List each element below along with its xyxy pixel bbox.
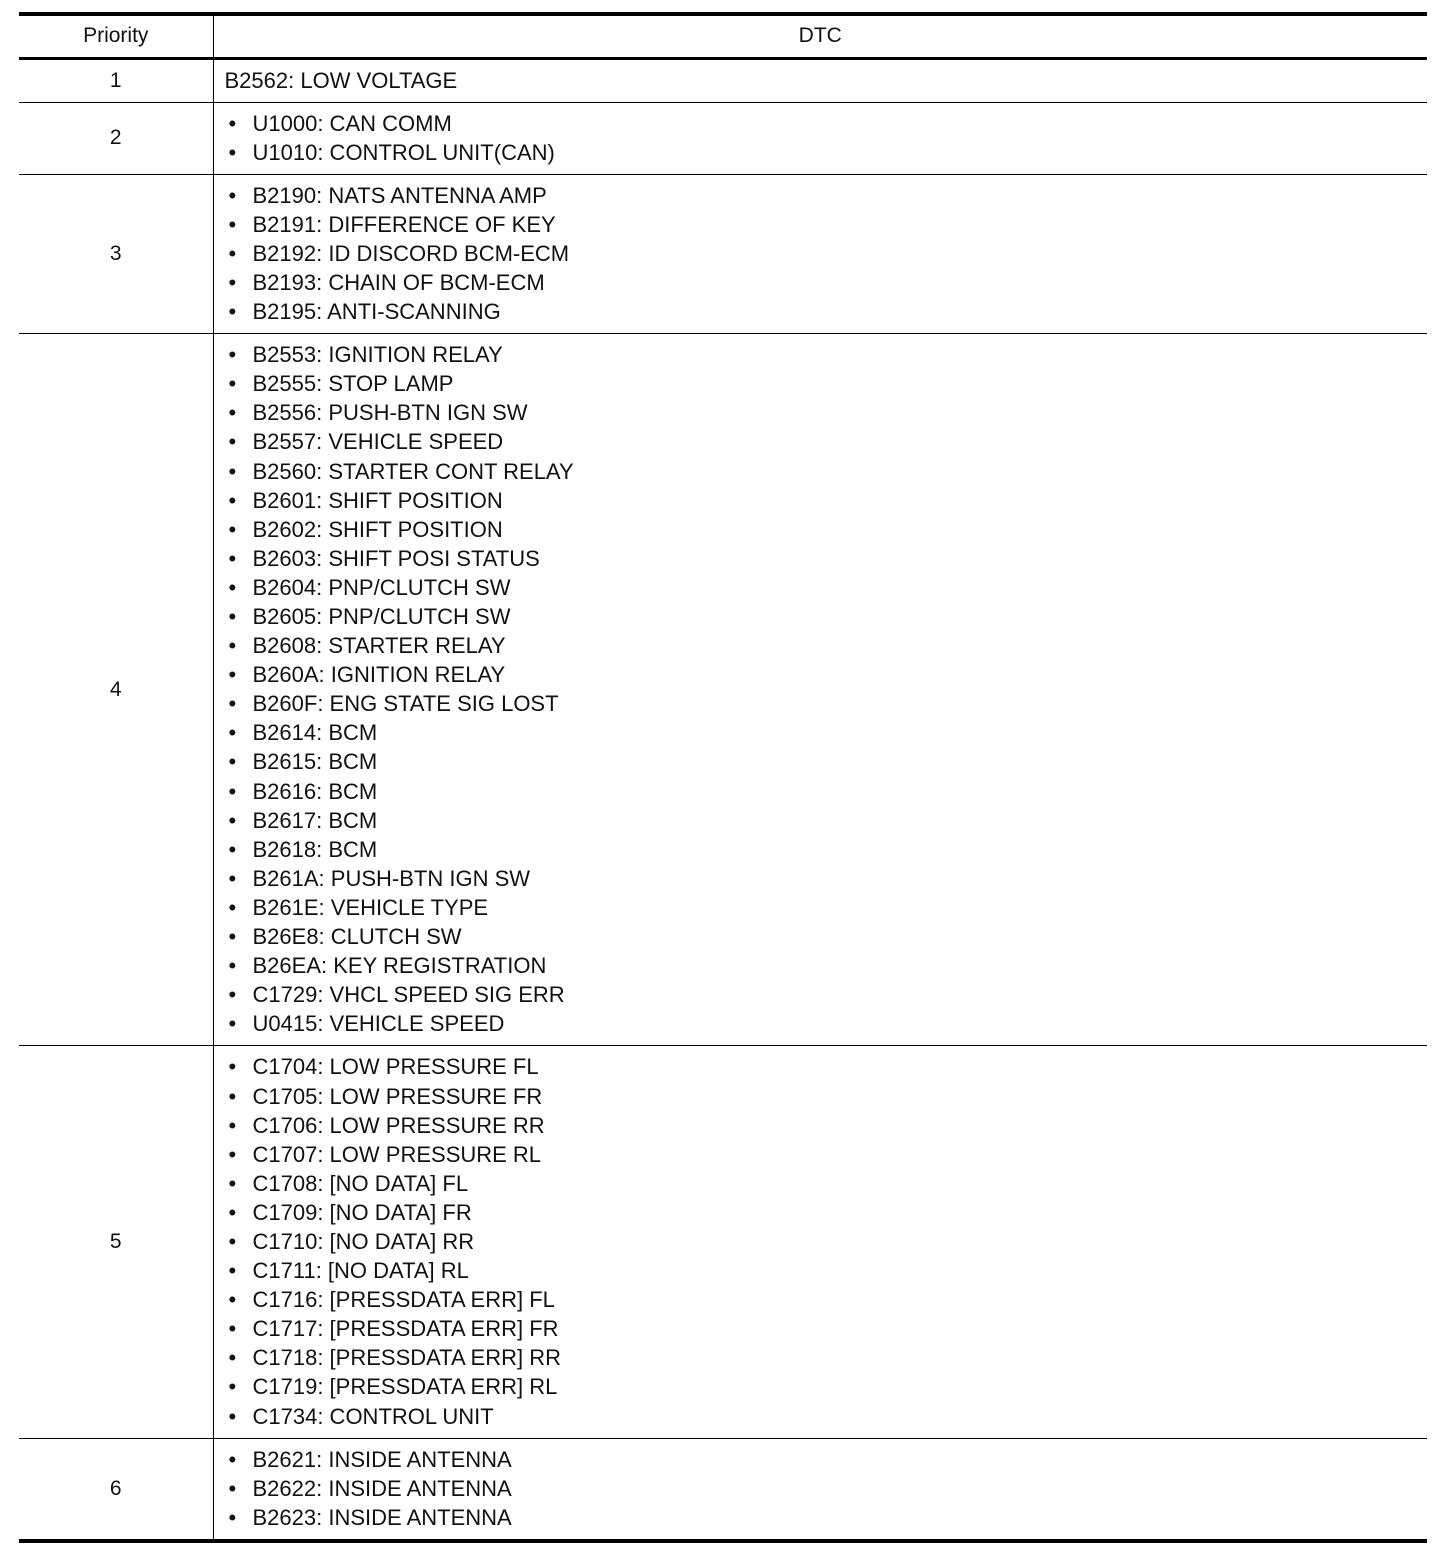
bullet-icon: • (228, 778, 237, 804)
bullet-icon: • (228, 1170, 237, 1196)
dtc-entry: C1704: LOW PRESSURE FL (252, 1054, 539, 1080)
dtc-entry: B261E: VEHICLE TYPE (252, 894, 489, 920)
table-row (19, 1046, 1427, 1438)
dtc-list-item (225, 515, 1428, 544)
dtc-entry: C1708: [NO DATA] FL (252, 1170, 469, 1196)
dtc-entry: B2617: BCM (252, 807, 378, 833)
bullet-icon: • (228, 1258, 237, 1284)
priority-cell: 5 (19, 1046, 213, 1438)
priority-column-header: Priority (19, 14, 213, 58)
dtc-list-item (225, 864, 1428, 893)
dtc-list-item (225, 210, 1428, 239)
priority-cell: 2 (19, 102, 213, 174)
table-row (19, 102, 1427, 174)
bullet-icon: • (228, 545, 237, 571)
dtc-list (225, 340, 1428, 1038)
dtc-entry: B2193: CHAIN OF BCM-ECM (252, 269, 545, 295)
dtc-entry: B260A: IGNITION RELAY (252, 662, 506, 688)
bullet-icon: • (228, 1141, 237, 1167)
dtc-entry: B2195: ANTI-SCANNING (252, 299, 501, 325)
bullet-icon: • (228, 240, 237, 266)
dtc-entry: B2556: PUSH-BTN IGN SW (252, 400, 528, 426)
dtc-list-item (225, 544, 1428, 573)
dtc-entry: B260F: ENG STATE SIG LOST (252, 691, 559, 717)
dtc-entry: C1717: [PRESSDATA ERR] FR (252, 1316, 559, 1342)
bullet-icon: • (228, 299, 237, 325)
bullet-icon: • (228, 1199, 237, 1225)
dtc-list-item (225, 1474, 1428, 1503)
bullet-icon: • (228, 458, 237, 484)
bullet-icon: • (228, 139, 237, 165)
bullet-icon: • (228, 1504, 237, 1530)
dtc-list-item (225, 1082, 1428, 1111)
dtc-entry: C1709: [NO DATA] FR (252, 1199, 472, 1225)
dtc-list-item (225, 835, 1428, 864)
dtc-entry: C1706: LOW PRESSURE RR (252, 1112, 545, 1138)
dtc-list-item (225, 398, 1428, 427)
dtc-entry: B2557: VEHICLE SPEED (252, 429, 504, 455)
dtc-entry: B2615: BCM (252, 749, 378, 775)
bullet-icon: • (228, 807, 237, 833)
dtc-entry: B2623: INSIDE ANTENNA (252, 1504, 512, 1530)
bullet-icon: • (228, 865, 237, 891)
dtc-list-item (225, 1009, 1428, 1038)
dtc-list-item (225, 1445, 1428, 1474)
dtc-list-item (225, 1227, 1428, 1256)
dtc-list-item (225, 369, 1428, 398)
bullet-icon: • (228, 110, 237, 136)
bullet-icon: • (228, 836, 237, 862)
bullet-icon: • (228, 1374, 237, 1400)
priority-cell: 3 (19, 174, 213, 333)
bullet-icon: • (228, 1475, 237, 1501)
table-row (19, 1438, 1427, 1541)
dtc-list-item (225, 486, 1428, 515)
dtc-entry: B2553: IGNITION RELAY (252, 342, 503, 368)
dtc-list-item (225, 602, 1428, 631)
dtc-cell (213, 58, 1427, 102)
dtc-cell (213, 334, 1427, 1046)
dtc-entry: B2560: STARTER CONT RELAY (252, 458, 574, 484)
dtc-list-item (225, 239, 1428, 268)
bullet-icon: • (228, 342, 237, 368)
bullet-icon: • (228, 574, 237, 600)
dtc-list-item (225, 689, 1428, 718)
bullet-icon: • (228, 924, 237, 950)
dtc-entry: C1711: [NO DATA] RL (252, 1258, 469, 1284)
dtc-list-item (225, 138, 1428, 167)
dtc-list-item (225, 1256, 1428, 1285)
dtc-list-item (225, 1140, 1428, 1169)
bullet-icon: • (228, 182, 237, 208)
dtc-entry: B2604: PNP/CLUTCH SW (252, 574, 511, 600)
dtc-entry: U1000: CAN COMM (252, 110, 452, 136)
table-body (19, 58, 1427, 1541)
dtc-entry: C1707: LOW PRESSURE RL (252, 1141, 542, 1167)
dtc-list-item (225, 1314, 1428, 1343)
bullet-icon: • (228, 1345, 237, 1371)
dtc-list (225, 109, 1428, 167)
dtc-entry: C1705: LOW PRESSURE FR (252, 1083, 543, 1109)
bullet-icon: • (228, 953, 237, 979)
dtc-list-item (225, 922, 1428, 951)
priority-cell: 1 (19, 58, 213, 102)
dtc-entry: B2618: BCM (252, 836, 378, 862)
bullet-icon: • (228, 691, 237, 717)
dtc-list-item (225, 427, 1428, 456)
bullet-icon: • (228, 429, 237, 455)
table-row (19, 174, 1427, 333)
dtc-column-header: DTC (798, 24, 842, 48)
dtc-entry: B2562: LOW VOLTAGE (224, 67, 458, 93)
bullet-icon: • (228, 1228, 237, 1254)
dtc-entry: C1734: CONTROL UNIT (252, 1403, 494, 1429)
dtc-entry: C1718: [PRESSDATA ERR] RR (252, 1345, 562, 1371)
bullet-icon: • (228, 1403, 237, 1429)
bullet-icon: • (228, 1083, 237, 1109)
dtc-list-item (225, 1052, 1428, 1081)
dtc-list-item (225, 1372, 1428, 1401)
dtc-entry: B2614: BCM (252, 720, 378, 746)
dtc-list-item (225, 181, 1428, 210)
dtc-entry: B261A: PUSH-BTN IGN SW (252, 865, 531, 891)
priority-cell: 4 (19, 334, 213, 1046)
table-header-row (19, 14, 1427, 58)
bullet-icon: • (228, 269, 237, 295)
bullet-icon: • (228, 633, 237, 659)
dtc-entry: B2605: PNP/CLUTCH SW (252, 604, 511, 629)
dtc-list-item (225, 573, 1428, 602)
dtc-list-item (225, 1285, 1428, 1314)
bullet-icon: • (228, 211, 237, 237)
bullet-icon: • (228, 662, 237, 688)
dtc-list-item (225, 1198, 1428, 1227)
dtc-entry: B2622: INSIDE ANTENNA (252, 1475, 512, 1501)
dtc-entry: B26EA: KEY REGISTRATION (252, 953, 547, 979)
bullet-icon: • (228, 1054, 237, 1080)
dtc-cell (213, 174, 1427, 333)
dtc-entry: C1716: [PRESSDATA ERR] FL (252, 1287, 555, 1313)
dtc-list-item (225, 806, 1428, 835)
dtc-list-item (225, 340, 1428, 369)
dtc-list-item (225, 951, 1428, 980)
dtc-list-item (225, 980, 1428, 1009)
priority-cell: 6 (19, 1438, 213, 1541)
dtc-list-item (225, 457, 1428, 486)
bullet-icon: • (228, 1112, 237, 1138)
table-row (19, 334, 1427, 1046)
bullet-icon: • (228, 371, 237, 397)
dtc-list-item (225, 1503, 1428, 1532)
bullet-icon: • (228, 982, 237, 1008)
bullet-icon: • (228, 749, 237, 775)
bullet-icon: • (228, 516, 237, 542)
dtc-list-item (225, 631, 1428, 660)
dtc-entry: U1010: CONTROL UNIT(CAN) (252, 139, 555, 165)
dtc-list-item (225, 1169, 1428, 1198)
dtc-entry: B2602: SHIFT POSITION (252, 516, 503, 542)
dtc-entry: C1729: VHCL SPEED SIG ERR (252, 982, 565, 1008)
dtc-cell (213, 1046, 1427, 1438)
dtc-entry: C1710: [NO DATA] RR (252, 1228, 475, 1254)
dtc-entry: B2603: SHIFT POSI STATUS (252, 545, 540, 571)
bullet-icon: • (228, 604, 237, 629)
dtc-list-item (225, 268, 1428, 297)
dtc-entry: B2616: BCM (252, 778, 378, 804)
dtc-entry: B2621: INSIDE ANTENNA (252, 1446, 512, 1472)
dtc-list-item (225, 109, 1428, 138)
bullet-icon: • (228, 894, 237, 920)
dtc-entry: B2190: NATS ANTENNA AMP (252, 182, 547, 208)
dtc-entry: B26E8: CLUTCH SW (252, 924, 462, 950)
dtc-list-item (225, 297, 1428, 326)
dtc-entry: B2191: DIFFERENCE OF KEY (252, 211, 556, 237)
dtc-list-item (225, 1402, 1428, 1431)
dtc-entry: U0415: VEHICLE SPEED (252, 1011, 505, 1037)
dtc-list-item (225, 1111, 1428, 1140)
bullet-icon: • (228, 720, 237, 746)
bullet-icon: • (228, 1287, 237, 1313)
dtc-cell (213, 1438, 1427, 1541)
bullet-icon: • (228, 1011, 237, 1037)
dtc-list (225, 1445, 1428, 1532)
dtc-cell (213, 102, 1427, 174)
dtc-list-item (225, 1343, 1428, 1372)
bullet-icon: • (228, 1316, 237, 1342)
dtc-list (225, 181, 1428, 326)
bullet-icon: • (228, 487, 237, 513)
dtc-list (225, 1052, 1428, 1430)
dtc-list-item (225, 718, 1428, 747)
dtc-entry: B2192: ID DISCORD BCM-ECM (252, 240, 570, 266)
table-row (19, 58, 1427, 102)
bullet-icon: • (228, 1446, 237, 1472)
dtc-entry: B2601: SHIFT POSITION (252, 487, 503, 513)
dtc-priority-table (19, 12, 1427, 1543)
dtc-list-item (225, 893, 1428, 922)
dtc-entry: B2555: STOP LAMP (252, 371, 454, 397)
dtc-entry: C1719: [PRESSDATA ERR] RL (252, 1374, 558, 1400)
bullet-icon: • (228, 400, 237, 426)
dtc-list-item (225, 747, 1428, 776)
dtc-list-item (225, 660, 1428, 689)
dtc-entry: B2608: STARTER RELAY (252, 633, 506, 659)
dtc-list-item (225, 777, 1428, 806)
